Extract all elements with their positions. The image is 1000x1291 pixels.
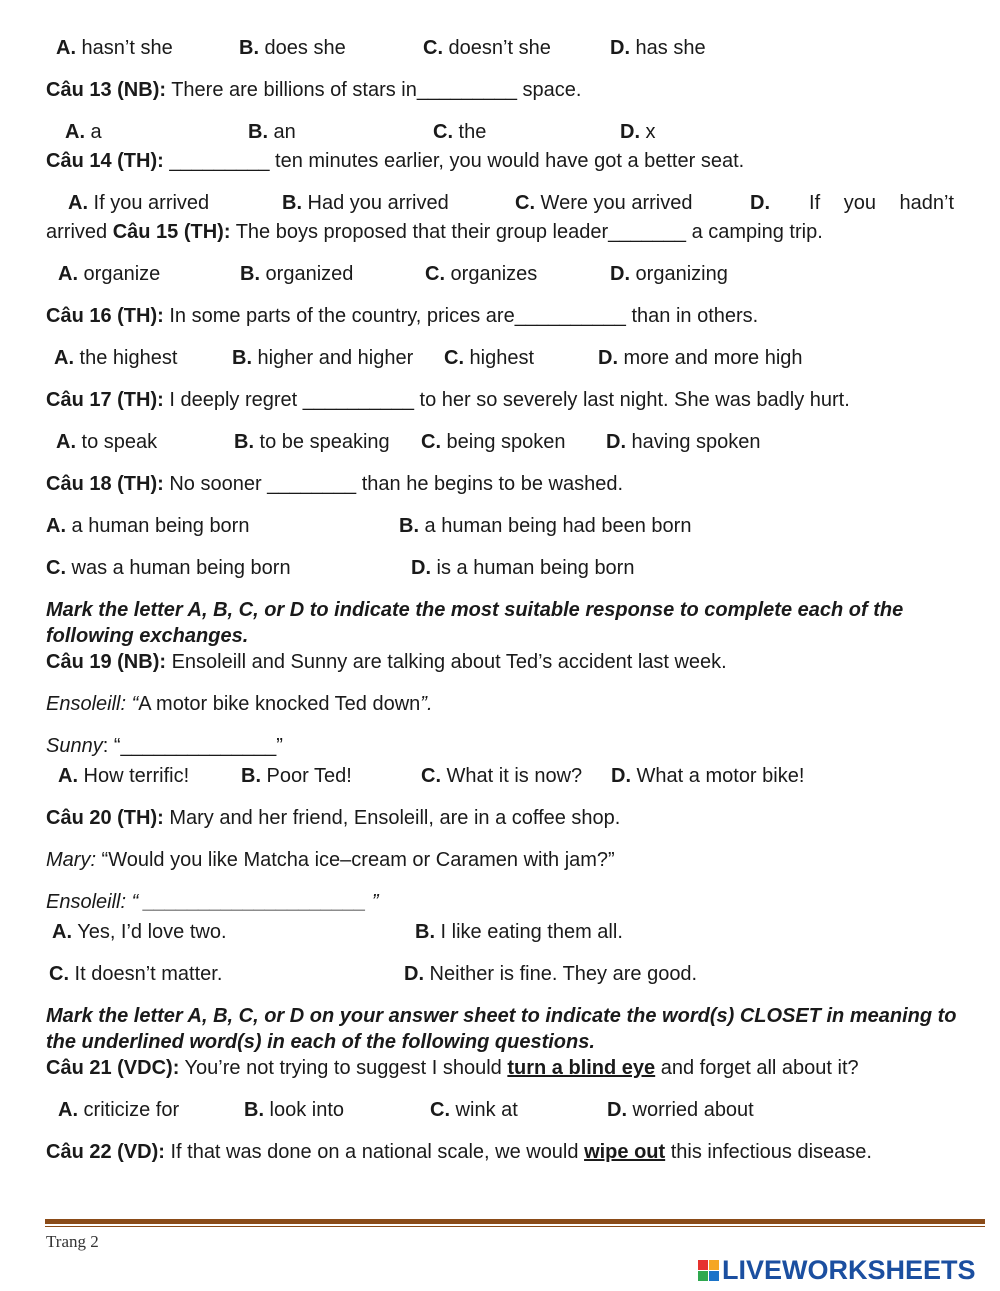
logo-square-orange bbox=[709, 1260, 719, 1270]
q12-option-a[interactable]: A. hasn’t she bbox=[56, 37, 173, 59]
q22-question: Câu 22 (VD): If that was done on a national scale, we would wipe out this infectious disease. bbox=[46, 1141, 872, 1163]
q14-question: Câu 14 (TH): _________ ten minutes earlier, you would have got a better seat. bbox=[46, 150, 745, 172]
q17-question: Câu 17 (TH): I deeply regret __________ to her so severely last night. She was badly hurt. bbox=[46, 389, 850, 411]
q12-option-d[interactable]: D. has she bbox=[610, 37, 706, 59]
q13-question: Câu 13 (NB): There are billions of stars in_________ space. bbox=[46, 79, 582, 101]
q14-option-d-letter[interactable]: D. bbox=[750, 192, 770, 214]
q13-option-b[interactable]: B. an bbox=[248, 121, 296, 143]
page-number: Trang 2 bbox=[46, 1232, 99, 1251]
q14-option-b[interactable]: B. Had you arrived bbox=[282, 192, 449, 214]
q20-question: Câu 20 (TH): Mary and her friend, Ensoleill, are in a coffee shop. bbox=[46, 807, 621, 829]
q18-option-a[interactable]: A. a human being born bbox=[46, 515, 250, 537]
q19-option-d[interactable]: D. What a motor bike! bbox=[611, 765, 805, 787]
q14-option-a[interactable]: A. If you arrived bbox=[68, 192, 210, 214]
q22-underlined-phrase: wipe out bbox=[584, 1141, 666, 1163]
q16-option-b[interactable]: B. higher and higher bbox=[232, 347, 414, 369]
liveworksheets-logo[interactable] bbox=[698, 1255, 976, 1286]
q16-question: Câu 16 (TH): In some parts of the country, prices are__________ than in others. bbox=[46, 305, 759, 327]
section-instruction-exchanges: Mark the letter A, B, C, or D to indicate the most suitable response to complete each of the following exchanges. bbox=[46, 599, 904, 647]
q15-option-a[interactable]: A. organize bbox=[58, 263, 161, 285]
liveworksheets-logo-text: LIVEWORKSHEETS bbox=[722, 1255, 976, 1285]
q19-option-c[interactable]: C. What it is now? bbox=[421, 765, 583, 787]
q19-dialogue-line2: Sunny: “______________” bbox=[46, 735, 283, 757]
q15-text: The boys proposed that their group leader_______ a camping trip. bbox=[230, 221, 823, 243]
q16-option-c[interactable]: C. highest bbox=[444, 347, 535, 369]
q13-option-c[interactable]: C. the bbox=[433, 121, 487, 143]
q13-option-d[interactable]: D. x bbox=[620, 121, 656, 143]
q21-underlined-phrase: turn a blind eye bbox=[507, 1057, 656, 1079]
q20-dialogue-line1: Mary: “Would you like Matcha ice–cream or Caramen with jam?” bbox=[46, 849, 615, 871]
q19-question: Câu 19 (NB): Ensoleill and Sunny are talking about Ted’s accident last week. bbox=[46, 651, 727, 673]
q21-question: Câu 21 (VDC): You’re not trying to suggest I should turn a blind eye and forget all about it? bbox=[46, 1057, 859, 1079]
liveworksheets-logo-icon bbox=[698, 1260, 719, 1281]
q17-option-c[interactable]: C. being spoken bbox=[421, 431, 566, 453]
q21-option-b[interactable]: B. look into bbox=[244, 1099, 345, 1121]
q20-option-a[interactable]: A. Yes, I’d love two. bbox=[52, 921, 227, 943]
q21-option-d[interactable]: D. worried about bbox=[607, 1099, 754, 1121]
q18-option-c[interactable]: C. was a human being born bbox=[46, 557, 291, 579]
q17-option-d[interactable]: D. having spoken bbox=[606, 431, 761, 453]
logo-square-red bbox=[698, 1260, 708, 1270]
section-instruction-closest-meaning: Mark the letter A, B, C, or D on your answer sheet to indicate the word(s) CLOSET in meaning to the underlined word(s) in each of the following questions. bbox=[46, 1005, 957, 1053]
q16-option-d[interactable]: D. more and more high bbox=[598, 347, 803, 369]
q14-option-d-text-line1: If you hadn’t bbox=[809, 192, 954, 214]
q18-question: Câu 18 (TH): No sooner ________ than he begins to be washed. bbox=[46, 473, 624, 495]
q21-option-a[interactable]: A. criticize for bbox=[58, 1099, 180, 1121]
footer-rule bbox=[45, 1219, 985, 1224]
q17-option-a[interactable]: A. to speak bbox=[56, 431, 158, 453]
footer-rule-thin bbox=[45, 1226, 985, 1227]
q20-dialogue-line2: Ensoleill: “ ____________________ ” bbox=[46, 891, 379, 913]
q20-option-c[interactable]: C. It doesn’t matter. bbox=[49, 963, 223, 985]
q18-option-b[interactable]: B. a human being had been born bbox=[399, 515, 692, 537]
q20-option-d[interactable]: D. Neither is fine. They are good. bbox=[404, 963, 698, 985]
q14-option-c[interactable]: C. Were you arrived bbox=[515, 192, 693, 214]
q19-option-a[interactable]: A. How terrific! bbox=[58, 765, 190, 787]
q15-option-c[interactable]: C. organizes bbox=[425, 263, 538, 285]
q13-option-a[interactable]: A. a bbox=[65, 121, 102, 143]
q12-option-b[interactable]: B. does she bbox=[239, 37, 346, 59]
logo-square-green bbox=[698, 1271, 708, 1281]
q21-option-c[interactable]: C. wink at bbox=[430, 1099, 518, 1121]
q15-label: Câu 15 (TH): bbox=[112, 221, 231, 243]
q16-option-a[interactable]: A. the highest bbox=[54, 347, 178, 369]
q12-option-c[interactable]: C. doesn’t she bbox=[423, 37, 551, 59]
q15-option-b[interactable]: B. organized bbox=[240, 263, 354, 285]
q19-option-b[interactable]: B. Poor Ted! bbox=[241, 765, 352, 787]
q18-option-d[interactable]: D. is a human being born bbox=[411, 557, 635, 579]
q14-option-d-wrap: arrived bbox=[46, 221, 113, 243]
q14-option-d-wrap-and-q15 bbox=[46, 220, 823, 244]
logo-square-blue bbox=[709, 1271, 719, 1281]
q17-option-b[interactable]: B. to be speaking bbox=[234, 431, 390, 453]
q20-option-b[interactable]: B. I like eating them all. bbox=[415, 921, 623, 943]
q19-dialogue-line1: Ensoleill: “A motor bike knocked Ted down”. bbox=[46, 693, 433, 715]
q15-option-d[interactable]: D. organizing bbox=[610, 263, 728, 285]
